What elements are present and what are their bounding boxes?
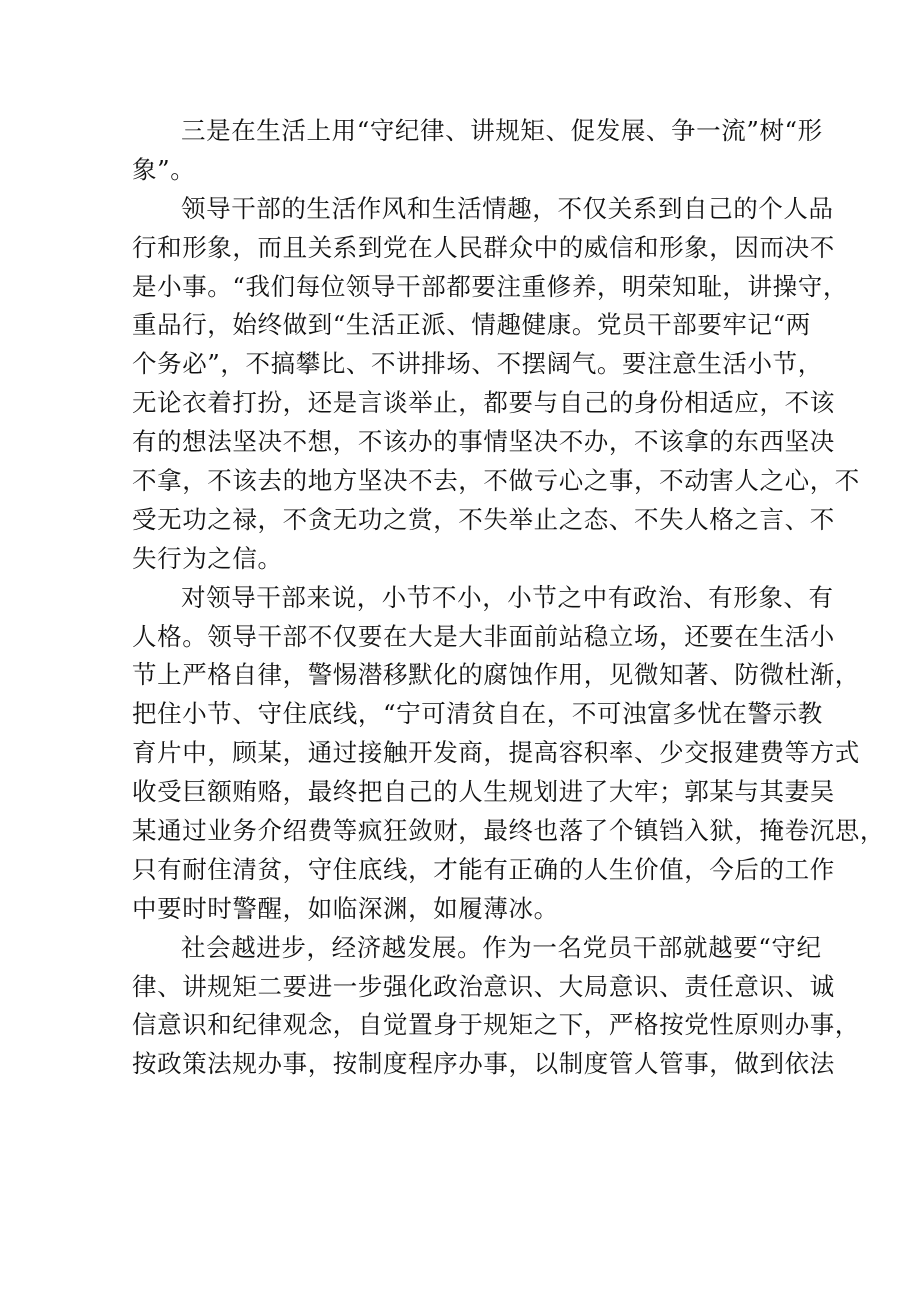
text-line: 行和形象，而且关系到党在人民群众中的威信和形象，因而决不 <box>132 232 835 262</box>
text-line: 领导干部的生活作风和生活情趣，不仅关系到自己的个人品 <box>181 193 834 223</box>
text-line: 有的想法坚决不想，不该办的事情坚决不办，不该拿的东西坚决 <box>132 427 835 457</box>
text-line: 信意识和纪律观念，自觉置身于规矩之下，严格按党性原则办事， <box>132 1010 860 1040</box>
text-line: 社会越进步，经济越发展。作为一名党员干部就越要“守纪 <box>181 932 822 962</box>
paragraph <box>132 190 860 579</box>
text-line: 某通过业务介绍费等疯狂敛财，最终也落了个镇铛入狱，掩卷沉思， <box>132 816 885 846</box>
text-line: 只有耐住清贫，守住底线，才能有正确的人生价值，今后的工作 <box>132 854 835 884</box>
text-line: 节上严格自律，警惕潜移默化的腐蚀作用，见微知著、防微杜渐， <box>132 660 860 690</box>
document-page <box>132 112 885 1084</box>
text-line: 无论衣着打扮，还是言谈举止，都要与自己的身份相适应，不该 <box>132 388 835 418</box>
text-line: 是小事。“我们每位领导干部都要注重修养，明荣知耻，讲操守， <box>132 271 848 301</box>
text-line: 按政策法规办事，按制度程序办事，以制度管人管事，做到依法 <box>132 1049 835 1079</box>
text-line: 不拿，不该去的地方坚决不去，不做亏心之事，不动害人之心，不 <box>132 466 860 496</box>
paragraph <box>132 929 860 1085</box>
paragraph <box>132 112 823 190</box>
text-line: 个务必”，不搞攀比、不讲排场、不摆阔气。要注意生活小节， <box>132 349 823 379</box>
text-line: 人格。领导干部不仅要在大是大非面前站稳立场，还要在生活小 <box>132 621 835 651</box>
text-line: 三是在生活上用“守纪律、讲规矩、促发展、争一流”树“形 <box>181 116 823 145</box>
text-line: 对领导干部来说，小节不小，小节之中有政治、有形象、有 <box>181 582 834 612</box>
text-line: 收受巨额贿赂，最终把自己的人生规划进了大牢；郭某与其妻吴 <box>132 777 835 807</box>
text-line: 失行为之信。 <box>132 543 283 573</box>
text-line: 律、讲规矩二要进一步强化政治意识、大局意识、责任意识、诚 <box>132 971 835 1001</box>
text-line: 育片中，顾某，通过接触开发商，提高容积率、少交报建费等方式 <box>132 738 860 768</box>
text-line: 象”。 <box>132 154 196 184</box>
paragraph <box>132 579 885 929</box>
text-line: 重品行，始终做到“生活正派、情趣健康。党员干部要牢记“两 <box>132 310 811 340</box>
text-line: 中要时时警醒，如临深渊，如履薄冰。 <box>132 893 559 923</box>
text-line: 受无功之禄，不贪无功之赏，不失举止之态、不失人格之言、不 <box>132 504 835 534</box>
text-line: 把住小节、守住底线，“宁可清贫自在，不可浊富多忧在警示教 <box>132 699 823 729</box>
